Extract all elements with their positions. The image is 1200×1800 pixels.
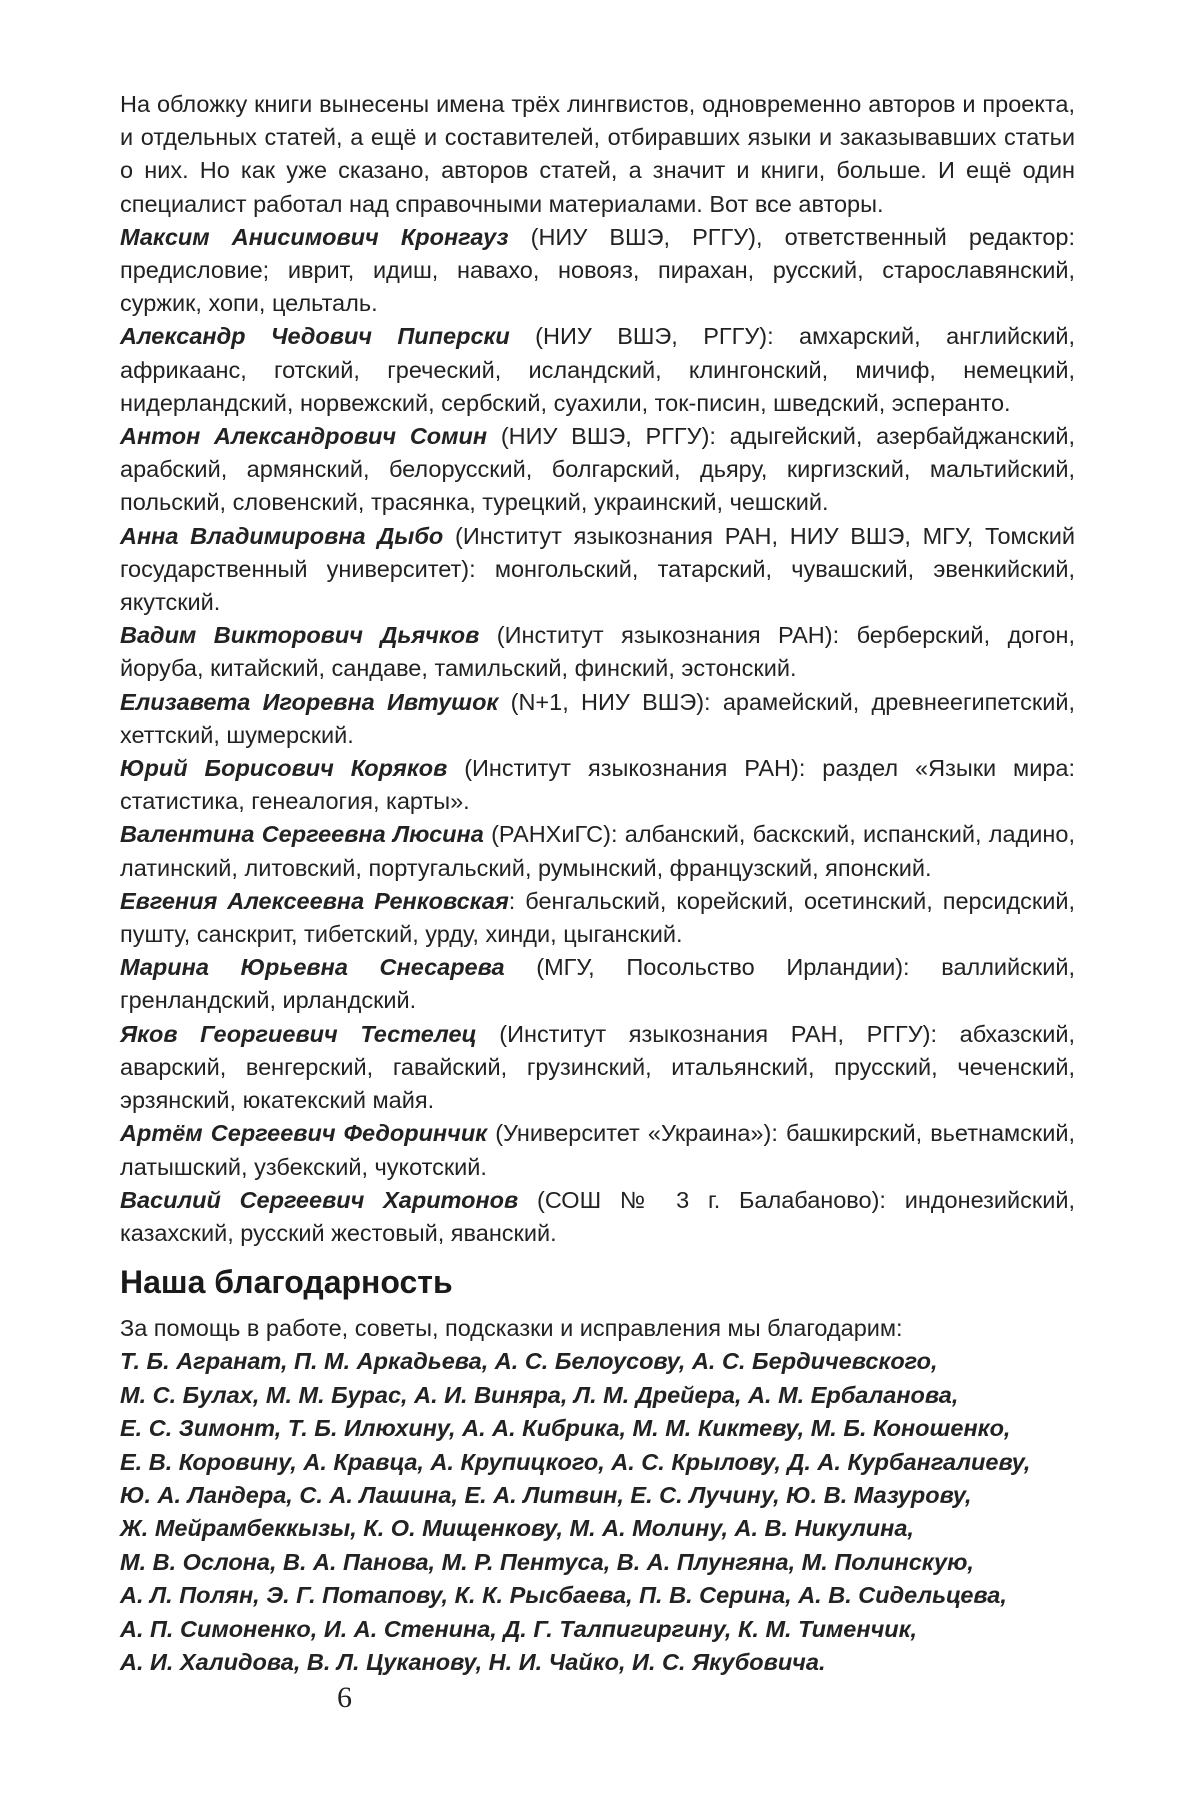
- author-name: Антон Александрович Сомин: [120, 423, 488, 450]
- thanks-line: А. П. Симоненко, И. А. Стенина, Д. Г. Талпигиргину, К. М. Тименчик,: [120, 1615, 918, 1642]
- author-entry: [120, 420, 1075, 520]
- author-entry: [120, 752, 1075, 818]
- thanks-line: А. И. Халидова, В. Л. Цуканову, Н. И. Чайко, И. С. Якубовича.: [120, 1648, 826, 1675]
- author-name: Артём Сергеевич Федоринчик: [120, 1120, 488, 1147]
- author-entry: [120, 520, 1075, 620]
- author-contribution: (СОШ № 3 г. Балабаново): индонезийский, казахский, русский жестовый, яванский.: [120, 1186, 1075, 1246]
- author-contribution: (Институт языкознания РАН): берберский, догон, йоруба, китайский, сандаве, тамильский, финский, эстонский.: [120, 622, 1075, 682]
- author-name: Анна Владимировна Дыбо: [120, 522, 444, 549]
- author-name: Юрий Борисович Коряков: [120, 755, 448, 782]
- author-entry: [120, 951, 1075, 1017]
- author-contribution: (N+1, НИУ ВШЭ): арамейский, древнеегипетский, хеттский, шумерский.: [120, 688, 1075, 748]
- author-name: Валентина Сергеевна Люсина: [120, 821, 484, 848]
- thanks-line: Е. С. Зимонт, Т. Б. Илюхину, А. А. Кибрика, М. М. Киктеву, М. Б. Коношенко,: [120, 1415, 1011, 1442]
- author-entry: [120, 1117, 1075, 1183]
- page-number: 6: [337, 1681, 352, 1714]
- author-name: Василий Сергеевич Харитонов: [120, 1186, 519, 1213]
- author-contribution: : бенгальский, корейский, осетинский, персидский, пушту, санскрит, тибетский, урду, хинди, цыганский.: [120, 887, 1075, 948]
- author-entry: [120, 619, 1075, 685]
- author-entry: [120, 1184, 1075, 1250]
- thanks-line: Ж. Мейрамбеккызы, К. О. Мищенкову, М. А. Молину, А. В. Никулина,: [120, 1515, 914, 1542]
- thanks-line: Ю. А. Ландера, С. А. Лашина, Е. А. Литвин, Е. С. Лучину, Ю. В. Мазурову,: [120, 1481, 972, 1508]
- author-contribution: (Институт языкознания РАН): раздел «Языки мира: статистика, генеалогия, карты».: [120, 755, 1075, 815]
- thanks-line: А. Л. Полян, Э. Г. Потапову, К. К. Рысбаева, П. В. Серина, А. В. Сидельцева,: [120, 1582, 1007, 1609]
- author-contribution: (НИУ ВШЭ, РГГУ): адыгейский, азербайджанский, арабский, армянский, белорусский, болгарский, дьяру, киргизский, мальтийский, польский, словенский, трасянка, турецкий, украинский, чешский.: [120, 423, 1075, 516]
- authors-list: [120, 221, 1075, 1250]
- intro-paragraph: На обложку книги вынесены имена трёх лингвистов, одновременно авторов и проекта, и отдельных статей, а ещё и составителей, отбиравших языки и заказывавших статьи о них. Но как уже сказано, авторов статей, а значит и книги, больше. И ещё один специалист работал над справочными материалами. Вот все авторы.: [120, 91, 1075, 217]
- page-content: [120, 88, 1075, 1679]
- author-contribution: (Институт языкознания РАН, РГГУ): абхазский, аварский, венгерский, гавайский, грузинский, итальянский, прусский, чеченский, эрзянский, юкатекский майя.: [120, 1020, 1075, 1114]
- thanks-intro: За помощь в работе, советы, подсказки и исправления мы благодарим:: [120, 1315, 903, 1342]
- author-entry: [120, 221, 1075, 321]
- author-name: Вадим Викторович Дьячков: [120, 622, 480, 649]
- thanks-line: М. В. Ослона, В. А. Панова, М. Р. Пентуса, В. А. Плунгяна, М. Полинскую,: [120, 1548, 974, 1575]
- author-contribution: (РАНХиГС): албанский, баскский, испанский, ладино, латинский, литовский, португальский, румынский, французский, японский.: [120, 821, 1076, 881]
- thanks-line: Т. Б. Агранат, П. М. Аркадьева, А. С. Белоусову, А. С. Бердичевского,: [120, 1348, 938, 1375]
- author-contribution: (МГУ, Посольство Ирландии): валлийский, гренландский, ирландский.: [120, 954, 1075, 1014]
- author-name: Александр Чедович Пиперски: [120, 323, 510, 350]
- author-entry: [120, 818, 1075, 884]
- author-contribution: (НИУ ВШЭ, РГГУ), ответственный редактор: предисловие; иврит, идиш, навахо, новояз, пирахан, русский, старославянский, суржик, хопи, цельталь.: [120, 223, 1075, 317]
- author-entry: [120, 885, 1075, 951]
- author-entry: [120, 1018, 1075, 1118]
- thanks-line: Е. В. Коровину, А. Кравца, А. Крупицкого, А. С. Крылову, Д. А. Курбангалиеву,: [120, 1448, 1031, 1475]
- thanks-list: [120, 1345, 1075, 1679]
- thanks-heading: Наша благодарность: [120, 1264, 453, 1301]
- author-contribution: (Институт языкознания РАН, НИУ ВШЭ, МГУ, Томский государственный университет): монгольский, татарский, чувашский, эвенкийский, якутский.: [120, 522, 1075, 616]
- author-contribution: (Университет «Украина»): башкирский, вьетнамский, латышский, узбекский, чукотский.: [120, 1120, 1075, 1180]
- author-entry: [120, 320, 1075, 420]
- author-name: Максим Анисимович Кронгауз: [120, 223, 509, 250]
- author-name: Евгения Алексеевна Ренковская: [120, 887, 509, 914]
- author-name: Марина Юрьевна Снесарева: [120, 954, 505, 981]
- thanks-line: М. С. Булах, М. М. Бурас, А. И. Виняра, Л. М. Дрейера, А. М. Ербаланова,: [120, 1381, 959, 1408]
- author-entry: [120, 686, 1075, 752]
- author-name: Яков Георгиевич Тестелец: [120, 1020, 477, 1047]
- author-contribution: (НИУ ВШЭ, РГГУ): амхарский, английский, африкаанс, готский, греческий, исландский, клингонский, мичиф, немецкий, нидерландский, норвежский, сербский, суахили, ток-писин, шведский, эсперанто.: [120, 323, 1075, 416]
- author-name: Елизавета Игоревна Ивтушок: [120, 688, 499, 715]
